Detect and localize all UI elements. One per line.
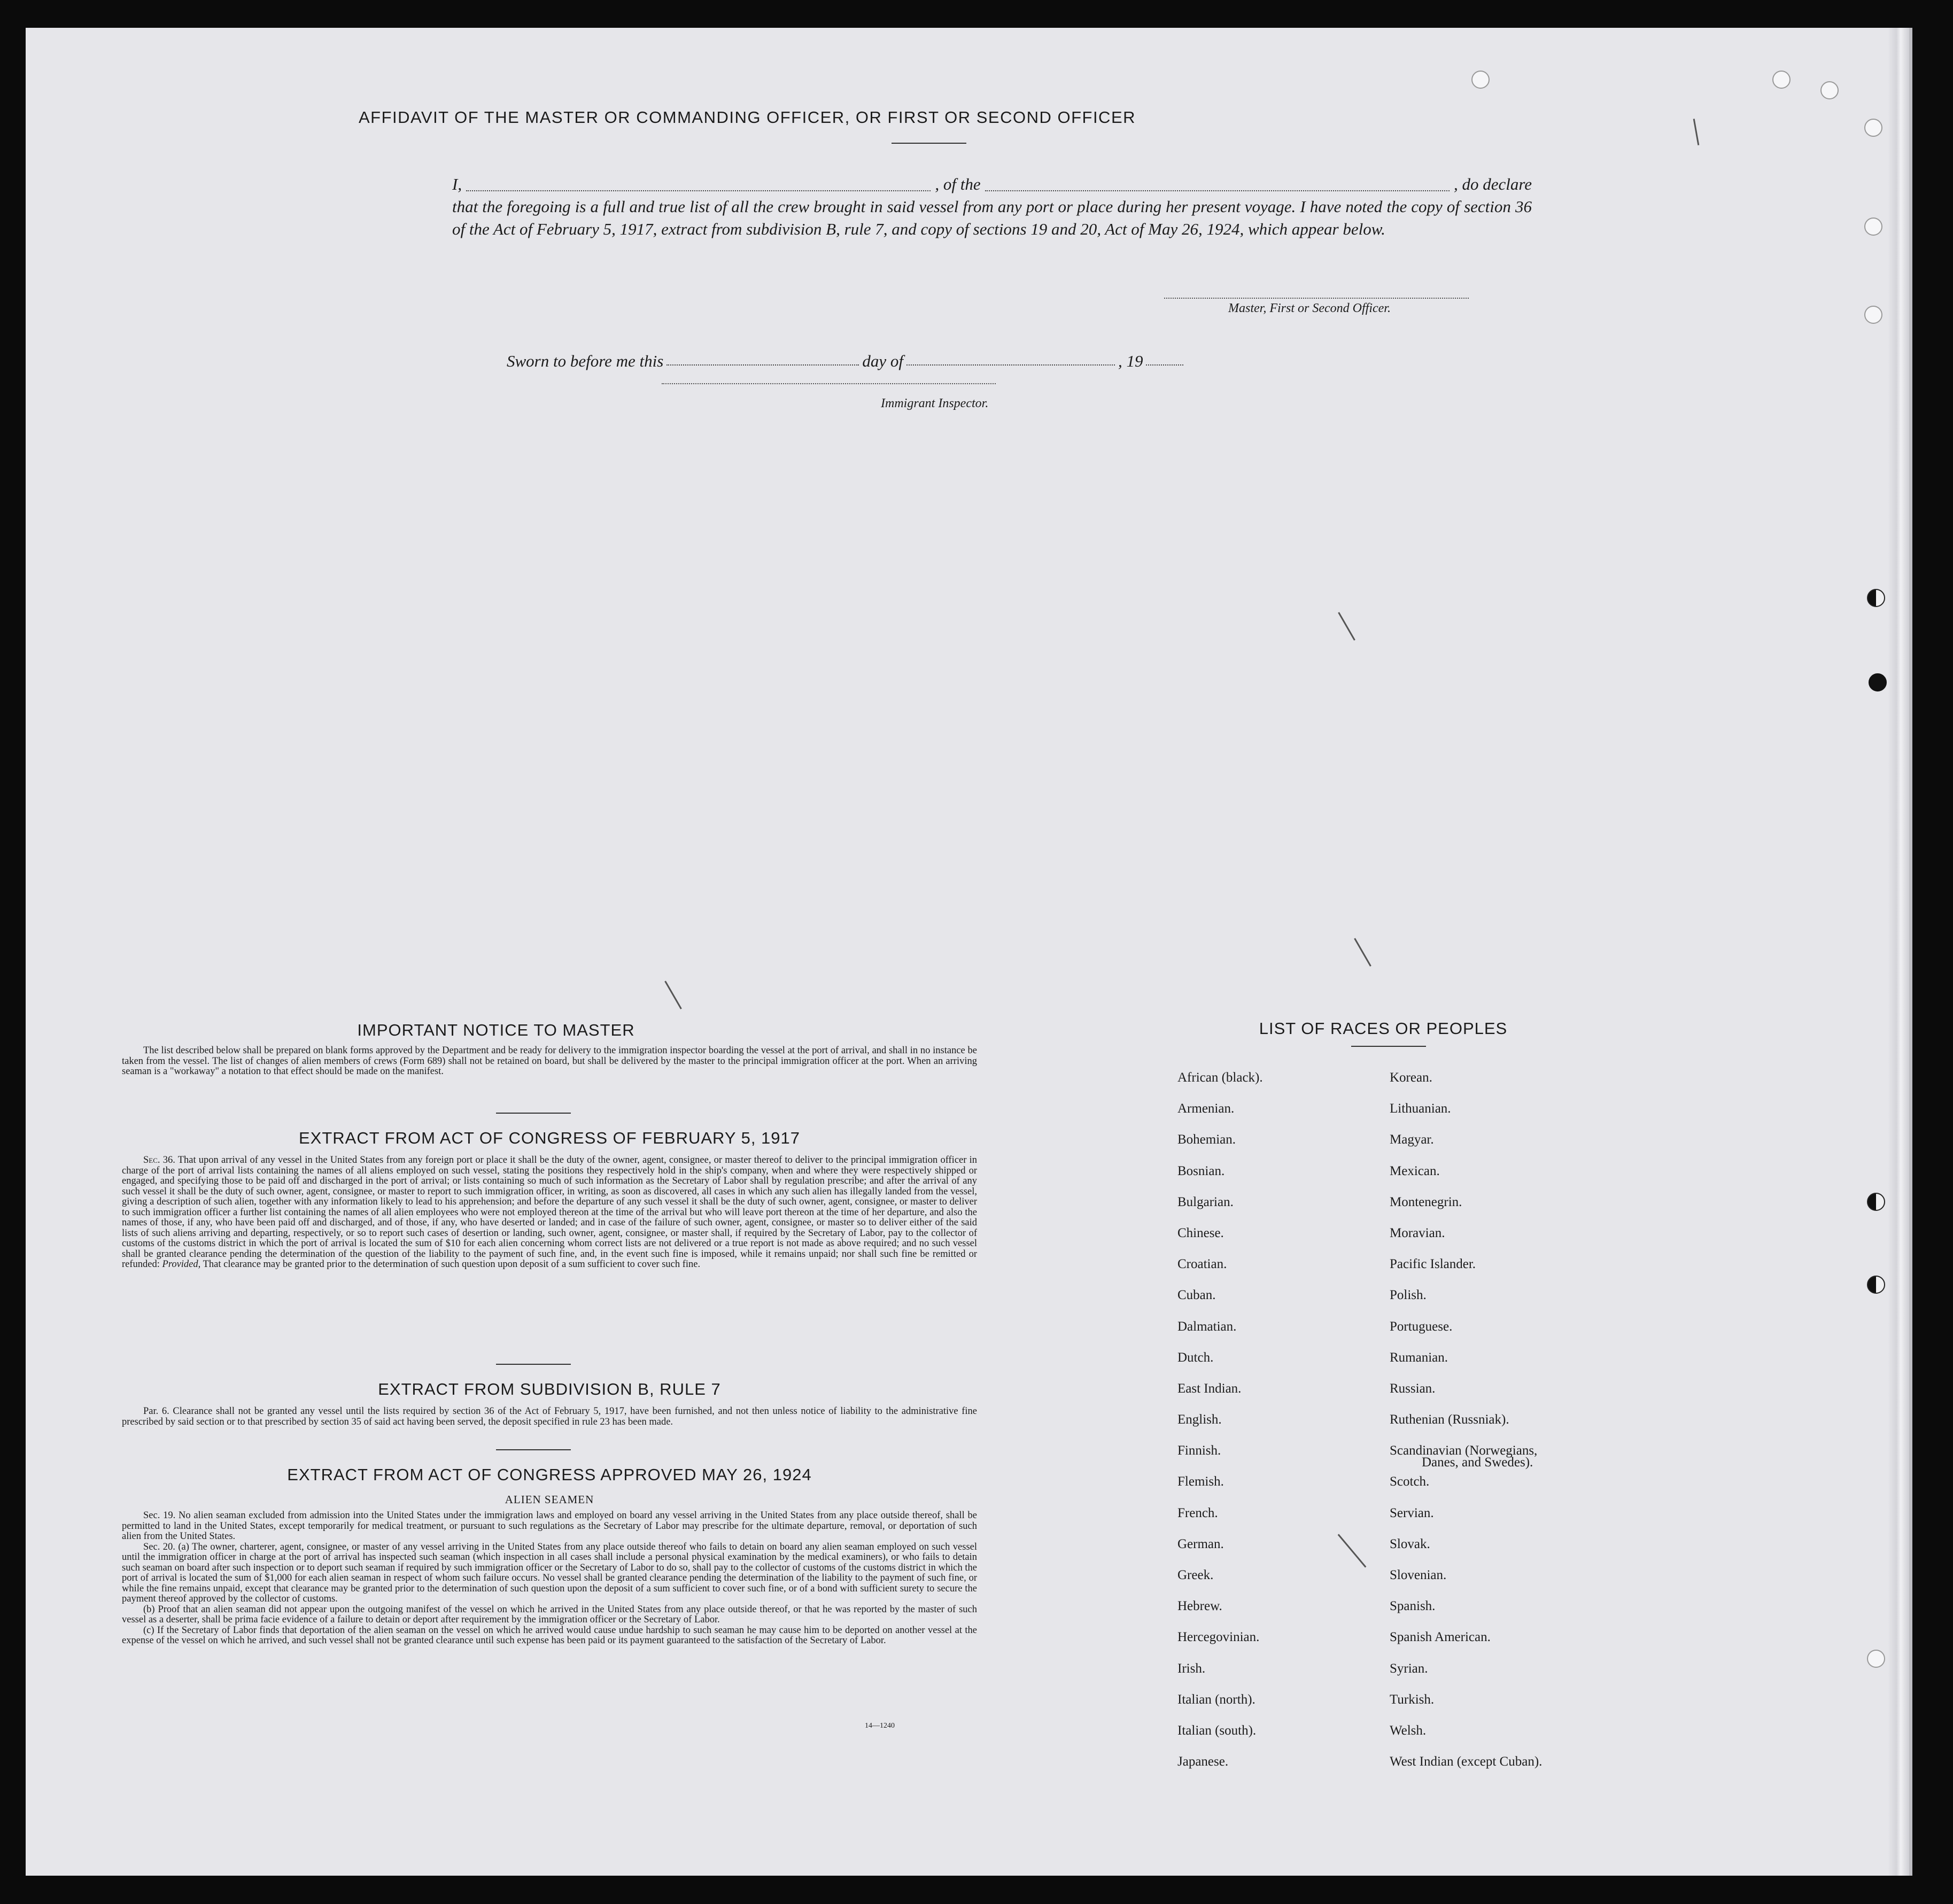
sec36-label: Sec. 36. bbox=[143, 1155, 175, 1165]
race-label: Flemish. bbox=[1177, 1474, 1224, 1489]
extract-1924-text bbox=[122, 1511, 977, 1646]
race-label: Montenegrin. bbox=[1390, 1194, 1462, 1209]
race-label: Greek. bbox=[1177, 1568, 1214, 1582]
sworn-day-of: day of bbox=[862, 352, 903, 370]
races-left-column bbox=[1177, 1070, 1263, 1785]
binder-hole bbox=[1867, 1276, 1885, 1294]
declaration-text: that the foregoing is a full and true list of all the crew brought in said vessel from any port or place during her present voyage. I have noted the copy of section 36 of the Act of February 5, 1917, extract from subdivision B, rule 7, and copy of sections 19 and 20, Act of May 26, 1924, which appear below. bbox=[452, 197, 1532, 238]
race-item bbox=[1390, 1287, 1542, 1318]
extract-1924-title: EXTRACT FROM ACT OF CONGRESS APPROVED MAY 26, 1924 bbox=[287, 1465, 812, 1484]
race-label: Syrian. bbox=[1390, 1661, 1428, 1676]
race-item bbox=[1390, 1350, 1542, 1381]
race-item bbox=[1390, 1070, 1542, 1101]
extract-1917-text bbox=[122, 1155, 977, 1270]
race-item bbox=[1177, 1412, 1263, 1443]
master-signature-label: Master, First or Second Officer. bbox=[1228, 301, 1391, 315]
races-rule bbox=[1351, 1046, 1426, 1047]
race-label: Slovenian. bbox=[1390, 1568, 1447, 1582]
notice-title: IMPORTANT NOTICE TO MASTER bbox=[357, 1021, 635, 1039]
race-item bbox=[1177, 1163, 1263, 1194]
race-label: Welsh. bbox=[1390, 1723, 1427, 1738]
race-item bbox=[1177, 1101, 1263, 1132]
sec20c-text: (c) If the Secretary of Labor finds that deportation of the alien seaman on the vessel on which he arrived would cause undue hardship to such seaman he may cause him to be deported on another vessel at the expense of the vessel on which he arrived, and such vessel shall not be granted clearance until such expense has been paid or its payment guaranteed to the satisfaction of the Secretary of Labor. bbox=[122, 1625, 977, 1646]
decl-do-declare: , do declare bbox=[1453, 175, 1532, 193]
race-label: Russian. bbox=[1390, 1381, 1436, 1396]
race-label: Finnish. bbox=[1177, 1443, 1221, 1458]
race-item bbox=[1177, 1319, 1263, 1350]
race-label: Chinese. bbox=[1177, 1225, 1224, 1240]
race-item bbox=[1390, 1661, 1542, 1692]
race-label: Korean. bbox=[1390, 1070, 1432, 1085]
race-label: Polish. bbox=[1390, 1288, 1427, 1303]
day-blank[interactable] bbox=[666, 362, 859, 366]
year-blank[interactable] bbox=[1146, 362, 1183, 366]
extract-rule7-title: EXTRACT FROM SUBDIVISION B, RULE 7 bbox=[378, 1380, 721, 1398]
ink-mark bbox=[664, 981, 682, 1009]
race-label: Portuguese. bbox=[1390, 1319, 1453, 1334]
race-label: Rumanian. bbox=[1390, 1350, 1448, 1365]
race-item bbox=[1390, 1381, 1542, 1412]
sec20b-text: (b) Proof that an alien seaman did not appear upon the outgoing manifest of the vessel on which he arrived in the United States from any place outside thereof, or that he was reported by the master of such vessel as a deserter, shall be prima facie evidence of a failure to detain or deport after requirement by the immigration officer or the Secretary of Labor. bbox=[122, 1604, 977, 1625]
race-item bbox=[1177, 1505, 1263, 1536]
binder-hole bbox=[1864, 217, 1882, 236]
race-label: Turkish. bbox=[1390, 1692, 1435, 1707]
race-label: Scandinavian (Norwegians, bbox=[1390, 1443, 1538, 1458]
race-label: Spanish American. bbox=[1390, 1630, 1491, 1645]
races-title: LIST OF RACES OR PEOPLES bbox=[1259, 1019, 1508, 1038]
sec36-body: That upon arrival of any vessel in the United States from any foreign port or place it shall be the duty of the owner, agent, consignee, or master thereof to deliver to the principal immigration officer in charge of the port of arrival lists containing the names of all aliens employed on such vessel, stating the positions they respectively hold in the ship's company, when and where they were respectively shipped or engaged, and specifying those to be paid off and discharged in the port of arrival; or lists containing so much of such information as the Secretary of Labor shall by regulation prescribe; and after the arrival of any such vessel it shall be the duty of such owner, agent, consignee, or master to report to such immigration officer, in writing, as soon as discovered, all cases in which any such alien has illegally landed from the vessel, giving a description of such alien, together with any information likely to lead to his apprehension; and before the departure of any such vessel it shall be the duty of such owner, agent, consignee, or master to deliver to such immigration officer a further list containing the names of all alien employees who were not employed thereon at the time of the arrival but who will leave port thereon at the time of her departure, and also the names of those, if any, who have been paid off and discharged, and of those, if any, who have deserted or landed; and in case of the failure of such owner, agent, consignee, or master so to deliver either of the said lists of such aliens arriving and departing, respectively, or so to report such cases of desertion or landing, such owner, agent, consignee, or master shall, if required by the Secretary of Labor, pay to the collector of customs of the customs district in which the port of arrival is located the sum of $10 for each alien concerning whom correct lists are not delivered or a true report is not made as above required; and no such vessel shall be granted clearance pending the determination of the question of the liability to the payment of such fine, and, in the event such fine is imposed, while it remains unpaid; nor shall such fine be remitted or refunded: bbox=[122, 1155, 977, 1270]
race-item bbox=[1390, 1256, 1542, 1287]
race-item bbox=[1177, 1350, 1263, 1381]
race-item bbox=[1177, 1194, 1263, 1225]
name-blank[interactable] bbox=[466, 173, 931, 191]
inspector-signature-line[interactable] bbox=[662, 383, 996, 384]
race-label: Croatian. bbox=[1177, 1257, 1227, 1272]
page-edge-stack bbox=[1888, 28, 1909, 1876]
race-item bbox=[1390, 1101, 1542, 1132]
race-item bbox=[1177, 1536, 1263, 1567]
race-label: Hercegovinian. bbox=[1177, 1630, 1260, 1645]
race-item bbox=[1177, 1287, 1263, 1318]
race-item bbox=[1390, 1723, 1542, 1754]
race-item bbox=[1390, 1536, 1542, 1567]
extract-rule7-text: Par. 6. Clearance shall not be granted any vessel until the lists required by section 36 of the Act of February 5, 1917, have been furnished, and not then unless notice of liability to the administrative fine prescribed by said section or to that prescribed by section 35 of said act having been served, the deposit specified in rule 23 has been made. bbox=[122, 1406, 977, 1427]
sworn-year: , 19 bbox=[1118, 352, 1143, 370]
race-label: Irish. bbox=[1177, 1661, 1206, 1676]
race-item bbox=[1390, 1474, 1542, 1505]
race-label: Slovak. bbox=[1390, 1536, 1430, 1551]
binder-hole bbox=[1864, 119, 1882, 137]
race-label: Spanish. bbox=[1390, 1599, 1436, 1614]
race-label: French. bbox=[1177, 1505, 1218, 1520]
race-label: Bohemian. bbox=[1177, 1132, 1236, 1147]
race-item bbox=[1390, 1754, 1542, 1785]
ink-mark bbox=[1354, 938, 1371, 966]
form-number: 14—1240 bbox=[865, 1722, 895, 1730]
race-label: Ruthenian (Russniak). bbox=[1390, 1412, 1509, 1427]
title-rule bbox=[892, 143, 966, 144]
race-label: Mexican. bbox=[1390, 1163, 1440, 1178]
master-signature-line[interactable] bbox=[1164, 298, 1469, 299]
race-item bbox=[1177, 1567, 1263, 1598]
sworn-line bbox=[507, 352, 1187, 371]
race-label: Pacific Islander. bbox=[1390, 1257, 1476, 1272]
document-page bbox=[26, 28, 1912, 1876]
race-item bbox=[1177, 1754, 1263, 1785]
race-item bbox=[1390, 1163, 1542, 1194]
affidavit-title: AFFIDAVIT OF THE MASTER OR COMMANDING OFFICER, OR FIRST OR SECOND OFFICER bbox=[358, 108, 1136, 127]
race-label: East Indian. bbox=[1177, 1381, 1242, 1396]
race-item bbox=[1177, 1474, 1263, 1505]
race-item bbox=[1177, 1661, 1263, 1692]
race-label: Japanese. bbox=[1177, 1754, 1229, 1769]
race-item bbox=[1390, 1443, 1542, 1474]
race-item bbox=[1177, 1443, 1263, 1474]
binder-hole bbox=[1867, 1193, 1885, 1211]
race-item bbox=[1390, 1225, 1542, 1256]
race-item bbox=[1177, 1629, 1263, 1660]
race-label: Italian (south). bbox=[1177, 1723, 1257, 1738]
ink-mark bbox=[1338, 1534, 1367, 1567]
race-label: Dutch. bbox=[1177, 1350, 1214, 1365]
race-item bbox=[1177, 1070, 1263, 1101]
races-right-column bbox=[1390, 1070, 1542, 1785]
race-item bbox=[1177, 1132, 1263, 1163]
race-item bbox=[1177, 1256, 1263, 1287]
race-item bbox=[1390, 1692, 1542, 1723]
race-item bbox=[1390, 1598, 1542, 1629]
binder-hole bbox=[1867, 589, 1885, 607]
race-item bbox=[1177, 1381, 1263, 1412]
race-label: Italian (north). bbox=[1177, 1692, 1256, 1707]
race-item bbox=[1177, 1225, 1263, 1256]
race-item bbox=[1390, 1194, 1542, 1225]
sec20a-text: Sec. 20. (a) The owner, charterer, agent, consignee, or master of any vessel arriving in the United States from any place outside thereof who fails to detain on board any alien seaman employed on such vessel until the immigration officer in charge at the port of arrival has inspected such seaman (which inspection in all cases shall include a personal physical examination by the medical examiners), or who fails to detain such seaman on board after such inspection or to deport such seaman if required by such immigration officer or the Secretary of Labor to do so, shall pay to the collector of customs of the customs district in which the port of arrival is located the sum of $1,000 for each alien seaman in respect of whom such failure occurs. No vessel shall be granted clearance pending the determination of the liability to the payment of such fine, or while the fine remains unpaid, except that clearance may be granted prior to the determination of such question upon the deposit of a sum sufficient to cover such fine, or of a bond with sufficient surety to secure the payment thereof approved by the collector of customs. bbox=[122, 1541, 977, 1604]
decl-i: I, bbox=[452, 175, 462, 193]
ink-mark bbox=[1693, 119, 1700, 145]
race-label: Lithuanian. bbox=[1390, 1101, 1451, 1116]
race-label: Armenian. bbox=[1177, 1101, 1235, 1116]
race-label: Bosnian. bbox=[1177, 1163, 1225, 1178]
race-label: African (black). bbox=[1177, 1070, 1263, 1085]
race-item bbox=[1390, 1567, 1542, 1598]
proviso-label: Provided, bbox=[162, 1259, 201, 1270]
extract-rule7-rule bbox=[496, 1449, 571, 1450]
ink-mark bbox=[1338, 612, 1355, 640]
extract-1917-rule bbox=[496, 1364, 571, 1365]
vessel-blank[interactable] bbox=[985, 173, 1450, 191]
race-label: Moravian. bbox=[1390, 1225, 1445, 1240]
race-label: Hebrew. bbox=[1177, 1599, 1222, 1614]
notice-rule bbox=[496, 1113, 571, 1114]
race-label-continued: Danes, and Swedes). bbox=[1422, 1455, 1533, 1470]
race-label: West Indian (except Cuban). bbox=[1390, 1754, 1543, 1769]
sworn-text: Sworn to before me this bbox=[507, 352, 664, 370]
race-item bbox=[1390, 1505, 1542, 1536]
race-label: Scotch. bbox=[1390, 1474, 1430, 1489]
binder-hole bbox=[1471, 71, 1490, 89]
binder-hole bbox=[1867, 1650, 1885, 1668]
race-item bbox=[1390, 1629, 1542, 1660]
binder-hole bbox=[1772, 71, 1791, 89]
declaration-block bbox=[452, 173, 1532, 240]
race-label: Servian. bbox=[1390, 1505, 1434, 1520]
race-label: German. bbox=[1177, 1536, 1224, 1551]
race-item bbox=[1390, 1132, 1542, 1163]
race-label: Dalmatian. bbox=[1177, 1319, 1237, 1334]
race-item bbox=[1177, 1723, 1263, 1754]
decl-of-the: , of the bbox=[935, 175, 981, 193]
inspector-label: Immigrant Inspector. bbox=[881, 397, 989, 410]
binder-hole bbox=[1869, 673, 1887, 691]
proviso-text: That clearance may be granted prior to the determination of such question upon deposit of a sum sufficient to cover such fine. bbox=[203, 1259, 701, 1270]
race-label: English. bbox=[1177, 1412, 1222, 1427]
extract-1917-title: EXTRACT FROM ACT OF CONGRESS OF FEBRUARY 5, 1917 bbox=[298, 1129, 801, 1147]
notice-text: The list described below shall be prepared on blank forms approved by the Department and be ready for delivery to the immigration inspector boarding the vessel at the port of arrival, and shall in no instance be taken from the vessel. The list of changes of alien members of crews (Form 689) shall not be retained on board, but shall be delivered by the master to the principal immigration officer at the port. When an arriving seaman is a "workaway" a notation to that effect should be made on the manifest. bbox=[122, 1045, 977, 1077]
binder-hole bbox=[1820, 81, 1839, 99]
race-label: Magyar. bbox=[1390, 1132, 1434, 1147]
sec19-text: Sec. 19. No alien seaman excluded from admission into the United States under the immigration laws and employed on board any vessel arriving in the United States from any place outside thereof, shall be permitted to land in the United States, except temporarily for medical treatment, or pursuant to such regulations as the Secretary of Labor may prescribe for the ultimate departure, removal, or deportation of such alien from the United States. bbox=[122, 1510, 977, 1542]
race-item bbox=[1177, 1692, 1263, 1723]
race-item bbox=[1177, 1598, 1263, 1629]
race-label: Bulgarian. bbox=[1177, 1194, 1234, 1209]
month-blank[interactable] bbox=[906, 362, 1115, 366]
race-label: Cuban. bbox=[1177, 1288, 1216, 1303]
race-item bbox=[1390, 1412, 1542, 1443]
race-item bbox=[1390, 1319, 1542, 1350]
alien-seamen-subtitle: ALIEN SEAMEN bbox=[505, 1493, 594, 1506]
binder-hole bbox=[1864, 306, 1882, 324]
